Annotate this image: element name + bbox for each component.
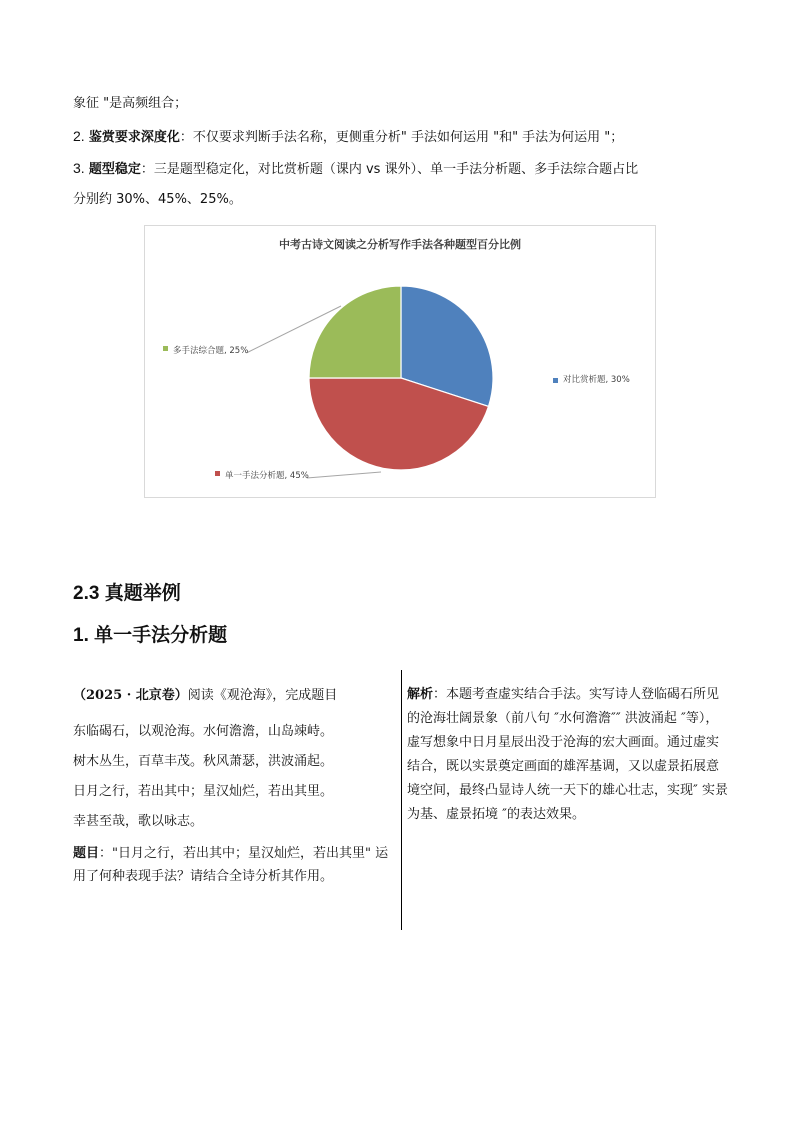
analysis-label: 解析 bbox=[407, 687, 434, 702]
column-divider bbox=[401, 670, 402, 930]
poem-line: 幸甚至哉，歌以咏志。 bbox=[73, 814, 204, 829]
slice-data-label-3: 多手法综合题, 25% bbox=[173, 346, 249, 356]
slice-label-marker-1 bbox=[553, 378, 558, 383]
list-item-2: 2. 鉴赏要求深度化：不仅要求判断手法名称，更侧重分析" 手法如何运用 "和" 手法为何运用 "； bbox=[73, 128, 624, 145]
pie-chart-frame bbox=[144, 225, 656, 498]
poem-line: 东临碣石，以观沧海。水何澹澹，山岛竦峙。 bbox=[73, 724, 334, 739]
subsection-heading: 1. 单一手法分析题 bbox=[73, 625, 228, 646]
poem-line: 树木丛生，百草丰茂。秋风萧瑟，洪波涌起。 bbox=[73, 754, 334, 769]
slice-label-marker-3 bbox=[163, 346, 168, 351]
analysis-text: ：本题考查虚实结合手法。实写诗人登临碣石所见的沧海壮阔景象（前八句 ″水何澹澹″″ 洪波涌起 ″等），虚写想象中日月星辰出没于沧海的宏大画面。通过虚实结合，既以实景奠定画面的雄浑基调，又以虚景拓展意境空间，最终凸显诗人统一天下的雄心壮志，实现″ 实景为基、虚景拓境 ″的表达效果。 bbox=[407, 687, 728, 822]
question-column bbox=[73, 686, 393, 888]
poem-line: 日月之行，若出其中；星汉灿烂，若出其里。 bbox=[73, 784, 334, 799]
question-source: （2025 · 北京卷） bbox=[73, 688, 188, 703]
section-heading: 2.3 真题举例 bbox=[73, 583, 181, 604]
task-text: ："日月之行，若出其中；星汉灿烂，若出其里" 运用了何种表现手法？请结合全诗分析其作用。 bbox=[73, 846, 389, 884]
question-task bbox=[73, 842, 393, 888]
list-item-3-body: ：三是题型稳定化，对比赏析题（课内 vs 课外）、单一手法分析题、多手法综合题占比 bbox=[140, 162, 639, 177]
analysis-column bbox=[407, 683, 729, 827]
leader-line-2 bbox=[307, 472, 381, 478]
slice-label-marker-2 bbox=[215, 471, 220, 476]
continuation-line: 象征 "是高频组合； bbox=[73, 96, 188, 111]
pie-slice-3 bbox=[309, 286, 401, 378]
task-label: 题目 bbox=[73, 846, 100, 861]
slice-data-label-1: 对比赏析题, 30% bbox=[563, 375, 630, 385]
list-item-3: 3. 题型稳定：三是题型稳定化，对比赏析题（课内 vs 课外）、单一手法分析题、多手法综合题占比 bbox=[73, 160, 639, 177]
question-header bbox=[73, 686, 393, 706]
question-instruction: 阅读《观沧海》，完成题目 bbox=[187, 688, 338, 703]
list-item-3-continued: 分别约 30%、45%、25%。 bbox=[73, 192, 242, 207]
list-item-3-title: 题型稳定 bbox=[88, 162, 141, 177]
list-item-2-body: ：不仅要求判断手法名称，更侧重分析" 手法如何运用 "和" 手法为何运用 "； bbox=[179, 130, 624, 145]
chart-title: 中考古诗文阅读之分析写作手法各种题型百分比例 bbox=[279, 238, 521, 251]
list-item-2-title: 鉴赏要求深度化 bbox=[88, 130, 180, 145]
slice-data-label-2: 单一手法分析题, 45% bbox=[225, 471, 309, 481]
pie-chart bbox=[145, 226, 655, 497]
